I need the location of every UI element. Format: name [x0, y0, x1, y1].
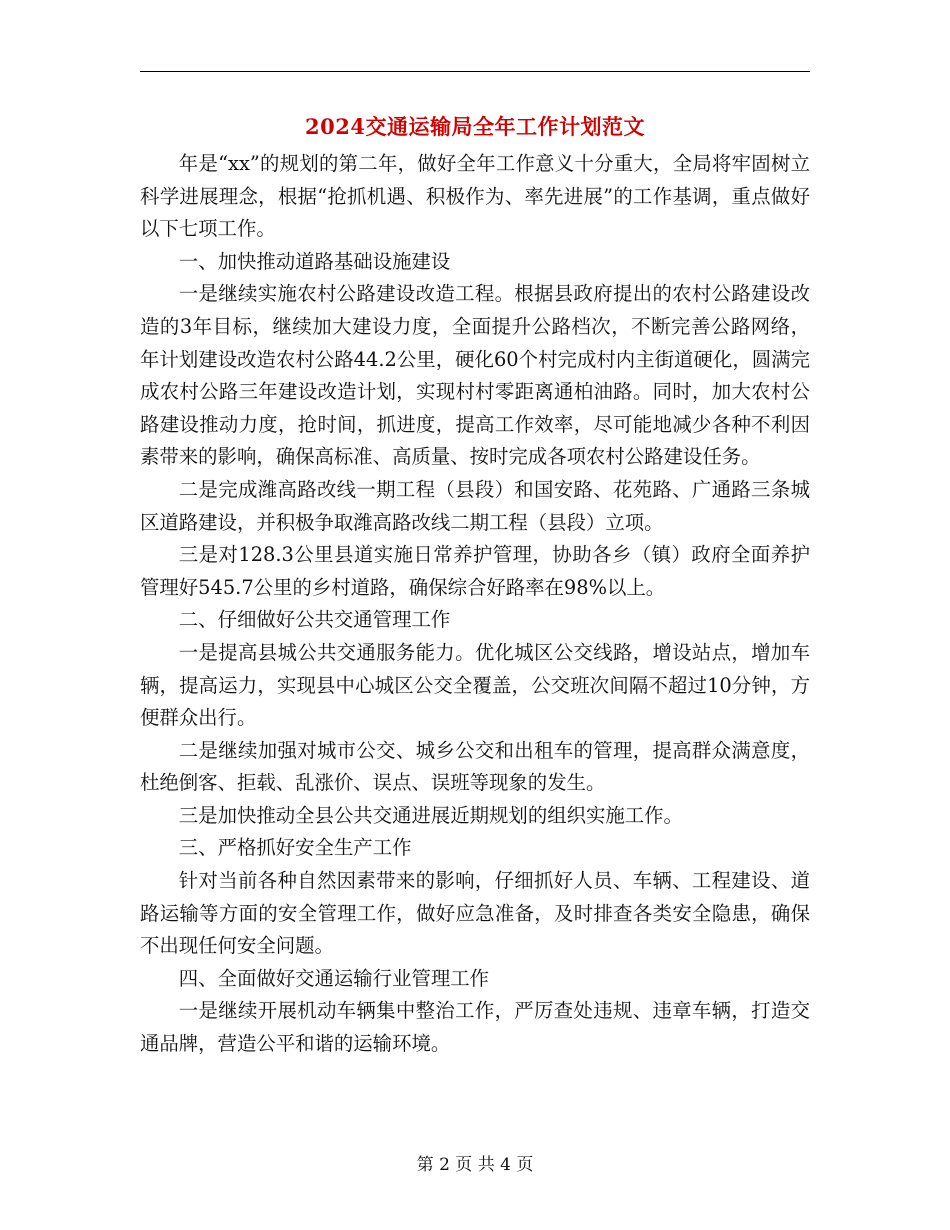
paragraph: 一是提高县城公共交通服务能力。优化城区公交线路，增设站点，增加车辆，提高运力，实现县中心城区公交全覆盖，公交班次间隔不超过10分钟，方便群众出行。	[140, 640, 810, 730]
paragraph: 三是加快推动全县公共交通进展近期规划的组织实施工作。	[178, 803, 683, 827]
section-heading-1: 一、加快推动道路基础设施建设	[178, 249, 451, 273]
section-heading-4: 四、全面做好交通运输行业管理工作	[178, 966, 490, 990]
page-number: 第 2 页 共 4 页	[416, 1155, 534, 1175]
paragraph: 一是继续开展机动车辆集中整治工作，严厉查处违规、违章车辆，打造交通品牌，营造公平和谐的运输环境。	[140, 999, 810, 1056]
section-heading-2: 二、仔细做好公共交通管理工作	[178, 608, 451, 632]
paragraph: 二是完成潍高路改线一期工程（县段）和国安路、花苑路、广通路三条城区道路建设，并积极争取潍高路改线二期工程（县段）立项。	[140, 477, 810, 534]
paragraph: 针对当前各种自然因素带来的影响，仔细抓好人员、车辆、工程建设、道路运输等方面的安全管理工作，做好应急准备，及时排查各类安全隐患，确保不出现任何安全问题。	[140, 869, 810, 958]
header-rule	[140, 71, 810, 72]
document-body	[140, 148, 810, 1061]
intro-paragraph: 年是“xx”的规划的第二年，做好全年工作意义十分重大，全局将牢固树立科学进展理念，根据“抢抓机遇、积极作为、率先进展”的工作基调，重点做好以下七项工作。	[140, 152, 810, 241]
document-title: 2024交通运输局全年工作计划范文	[305, 114, 645, 139]
paragraph: 一是继续实施农村公路建设改造工程。根据县政府提出的农村公路建设改造的3年目标，继续加大建设力度，全面提升公路档次，不断完善公路网络，年计划建设改造农村公路44.2公里，硬化60个村完成村内主街道硬化，圆满完成农村公路三年建设改造计划，实现村村零距离通柏油路。同时，加大农村公路建设推动力度，抢时间，抓进度，提高工作效率，尽可能地减少各种不利因素带来的影响，确保高标准、高质量、按时完成各项农村公路建设任务。	[140, 282, 810, 469]
paragraph: 三是对128.3公里县道实施日常养护管理，协助各乡（镇）政府全面养护管理好545.7公里的乡村道路，确保综合好路率在98%以上。	[140, 543, 810, 599]
section-heading-3: 三、严格抓好安全生产工作	[178, 836, 412, 860]
paragraph: 二是继续加强对城市公交、城乡公交和出租车的管理，提高群众满意度，杜绝倒客、拒载、乱涨价、误点、误班等现象的发生。	[140, 738, 810, 795]
